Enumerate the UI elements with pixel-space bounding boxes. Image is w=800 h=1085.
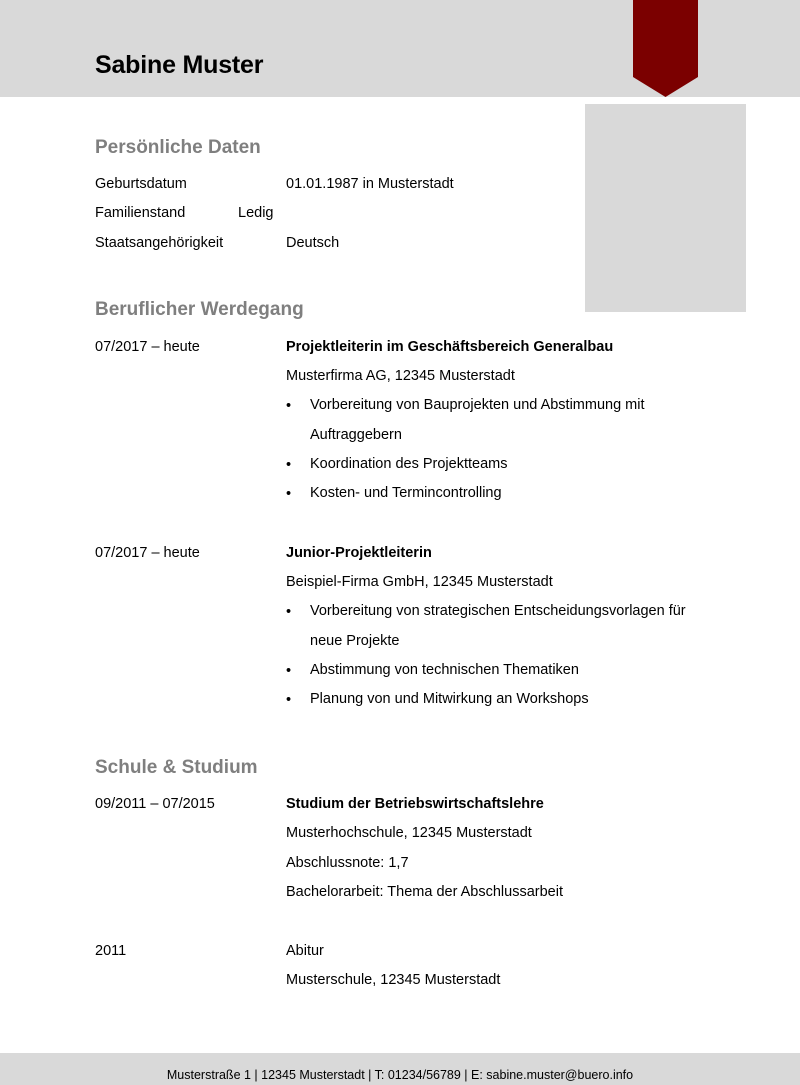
section-title-education: Schule & Studium bbox=[95, 757, 258, 778]
career-entry-date: 07/2017 – heute bbox=[95, 339, 200, 355]
education-entry-title: Abitur bbox=[286, 943, 324, 959]
career-entry-date: 07/2017 – heute bbox=[95, 545, 200, 561]
list-item-text: Vorbereitung von Bauprojekten und Abstimmung mit Auftraggebern bbox=[310, 397, 645, 443]
education-entry-line: Bachelorarbeit: Thema der Abschlussarbeit bbox=[286, 884, 563, 900]
bullet-icon: • bbox=[286, 398, 292, 414]
bullet-icon: • bbox=[286, 692, 292, 708]
applicant-name: Sabine Muster bbox=[95, 51, 264, 79]
photo-placeholder bbox=[585, 104, 746, 312]
footer-contact: Musterstraße 1 | 12345 Musterstadt | T: 01234/56789 | E: sabine.muster@buero.info bbox=[166, 1068, 634, 1082]
education-entry-date: 2011 bbox=[95, 943, 127, 959]
label-marital-status: Familienstand bbox=[95, 205, 186, 221]
education-entry-line: Musterhochschule, 12345 Musterstadt bbox=[286, 825, 532, 841]
list-item-text: Abstimmung von technischen Thematiken bbox=[310, 662, 579, 678]
list-item-text: Vorbereitung von strategischen Entscheidungsvorlagen für neue Projekte bbox=[310, 603, 686, 649]
education-entry-line: Abschlussnote: 1,7 bbox=[286, 855, 409, 871]
career-entry-company: Musterfirma AG, 12345 Musterstadt bbox=[286, 368, 515, 384]
section-title-career: Beruflicher Werdegang bbox=[95, 299, 304, 320]
education-entry-title: Studium der Betriebswirtschaftslehre bbox=[286, 796, 544, 812]
career-entry-position: Junior-Projektleiterin bbox=[286, 545, 432, 561]
bullet-icon: • bbox=[286, 663, 292, 679]
career-entry-company: Beispiel-Firma GmbH, 12345 Musterstadt bbox=[286, 574, 553, 590]
bullet-icon: • bbox=[286, 486, 292, 502]
bullet-icon: • bbox=[286, 457, 292, 473]
list-item-text: Koordination des Projektteams bbox=[310, 456, 508, 472]
education-entry-date: 09/2011 – 07/2015 bbox=[95, 796, 215, 812]
list-item-text: Kosten- und Termincontrolling bbox=[310, 485, 502, 501]
section-title-personal: Persönliche Daten bbox=[95, 137, 261, 158]
career-entry-position: Projektleiterin im Geschäftsbereich Generalbau bbox=[286, 339, 614, 355]
label-birthdate: Geburtsdatum bbox=[95, 176, 187, 192]
list-item-text: Planung von und Mitwirkung an Workshops bbox=[310, 691, 589, 707]
bullet-icon: • bbox=[286, 604, 292, 620]
bookmark-ribbon bbox=[633, 0, 698, 97]
value-nationality: Deutsch bbox=[286, 235, 340, 251]
label-nationality: Staatsangehörigkeit bbox=[95, 235, 224, 251]
education-entry-line: Musterschule, 12345 Musterstadt bbox=[286, 972, 501, 988]
value-birthdate: 01.01.1987 in Musterstadt bbox=[286, 176, 454, 192]
value-marital-status: Ledig bbox=[238, 205, 274, 221]
